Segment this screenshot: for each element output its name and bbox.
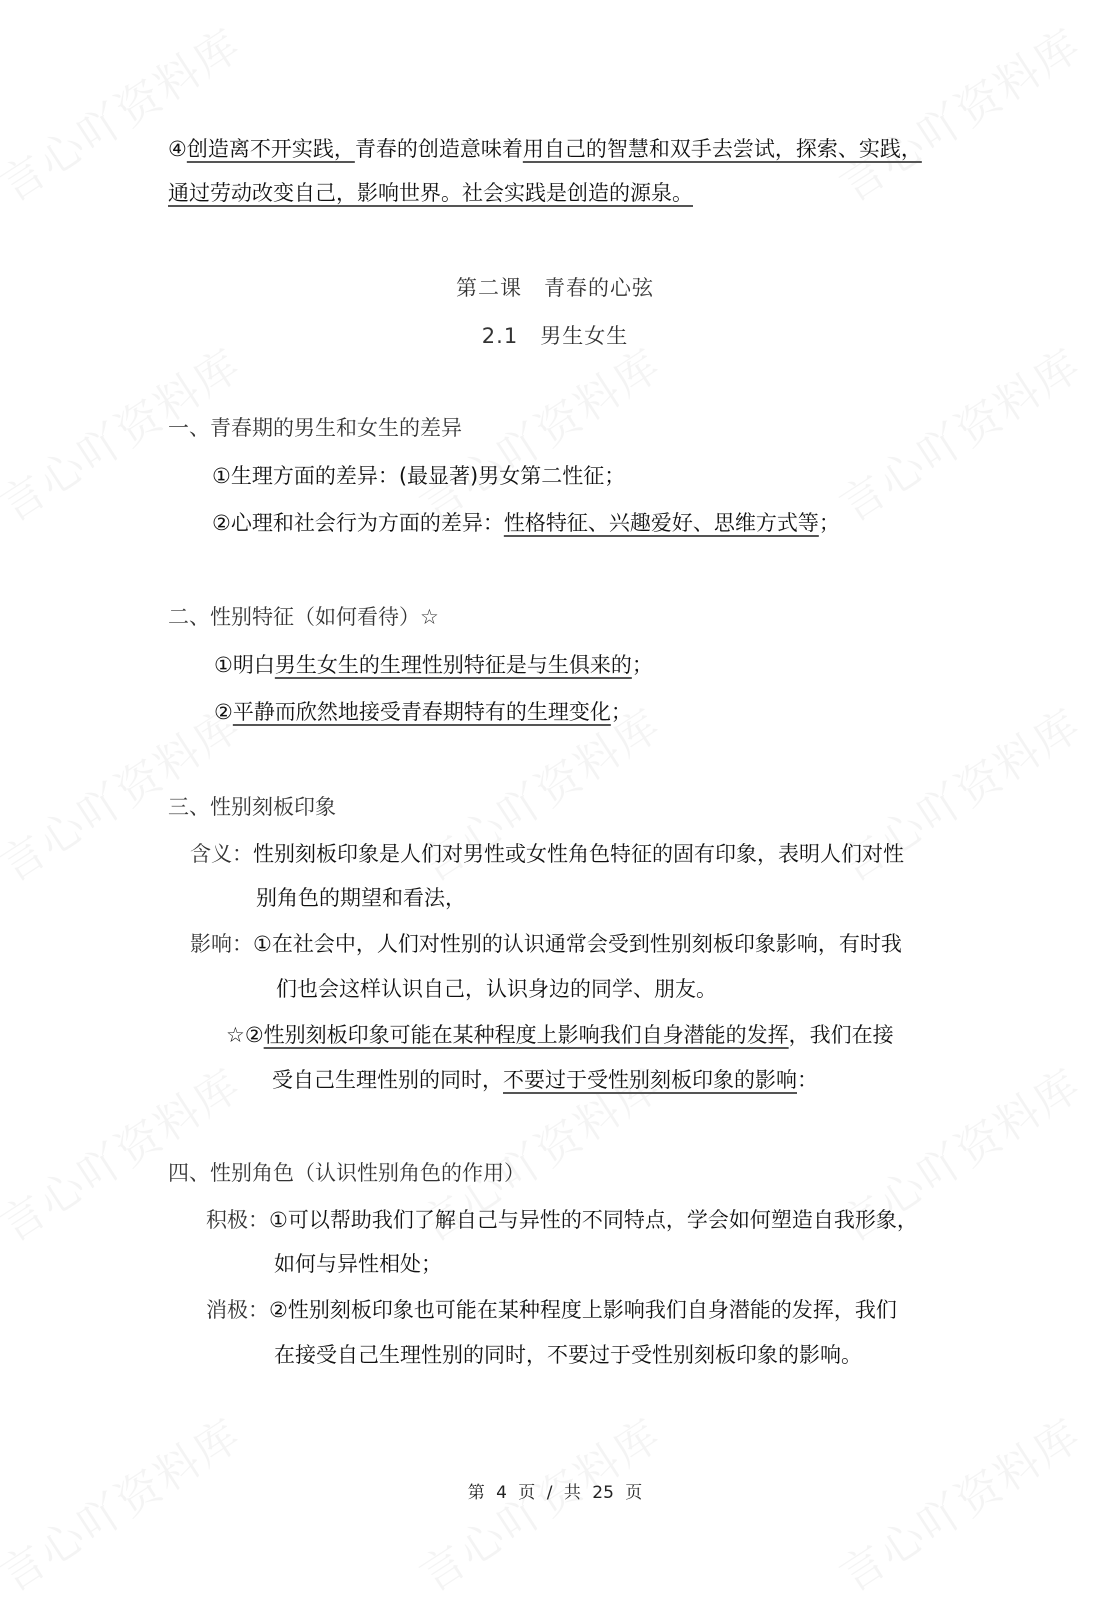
section-1-item-2	[212, 508, 840, 538]
positive-label: 积极：	[206, 1208, 269, 1232]
section-2-heading: 二、性别特征（如何看待）☆	[168, 605, 439, 629]
positive-line-2: 如何与异性相处；	[274, 1252, 442, 1276]
section-3-heading: 三、性别刻板印象	[168, 795, 336, 819]
plain-text: ①在社会中，人们对性别的认识通常会受到性别刻板印象影响，有时我	[253, 932, 902, 956]
underlined-text: 性格特征、兴趣爱好、思维方式等	[503, 511, 819, 535]
underlined-text: 创造离不开实践，	[186, 137, 355, 161]
effect-line-1	[190, 929, 902, 959]
plain-text: 青春的创造意味着	[354, 137, 523, 161]
plain-text: ①可以帮助我们了解自己与异性的不同特点，学会如何塑造自我形象，	[269, 1208, 918, 1232]
lesson-subtitle: 2.1 男生女生	[481, 324, 629, 348]
plain-text: ：	[797, 1068, 818, 1092]
underlined-text: 通过劳动改变自己，影响世界。社会实践是创造的源泉。	[168, 181, 693, 205]
negative-line-2: 在接受自己生理性别的同时，不要过于受性别刻板印象的影响。	[274, 1343, 862, 1367]
plain-text: 受自己生理性别的同时，	[272, 1068, 503, 1092]
positive-line-1	[206, 1205, 918, 1235]
underlined-text: 男生女生的生理性别特征是与生俱来的	[274, 653, 632, 677]
plain-text: ①明白	[214, 653, 275, 677]
intro-line-1	[168, 134, 922, 164]
effect-line-2: 们也会这样认识自己，认识身边的同学、朋友。	[276, 977, 717, 1001]
section-2-item-2	[214, 697, 632, 727]
section-1-heading: 一、青春期的男生和女生的差异	[168, 416, 462, 440]
page-number: 第 4 页 / 共 25 页	[467, 1483, 643, 1503]
underlined-text: 平静而欣然地接受青春期特有的生理变化	[232, 700, 611, 724]
plain-text: ；	[818, 511, 840, 535]
intro-line-2	[168, 178, 693, 208]
plain-text: ②	[214, 700, 233, 724]
meaning-line-1	[190, 839, 904, 869]
star-icon: ☆②	[226, 1023, 264, 1047]
plain-text: ②心理和社会行为方面的差异：	[212, 511, 504, 535]
negative-line-1	[206, 1295, 897, 1325]
lesson-title: 第二课 青春的心弦	[456, 276, 654, 300]
plain-text: ②性别刻板印象也可能在某种程度上影响我们自身潜能的发挥，我们	[269, 1298, 897, 1322]
underlined-text: 用自己的智慧和双手去尝试，探索、实践，	[522, 137, 922, 161]
effect-label: 影响：	[190, 932, 253, 956]
plain-text: ；	[631, 653, 653, 677]
negative-label: 消极：	[206, 1298, 269, 1322]
effect-2-line-2	[272, 1065, 818, 1095]
underlined-text: 不要过于受性别刻板印象的影响	[503, 1068, 797, 1092]
underlined-text: 性别刻板印象可能在某种程度上影响我们自身潜能的发挥	[263, 1023, 789, 1047]
plain-text: ；	[610, 700, 632, 724]
plain-text: ，我们在接	[788, 1023, 894, 1047]
effect-2-line-1	[226, 1020, 894, 1050]
section-4-heading: 四、性别角色（认识性别角色的作用）	[168, 1161, 525, 1185]
section-2-item-1	[214, 650, 653, 680]
plain-text: 性别刻板印象是人们对男性或女性角色特征的固有印象，表明人们对性	[253, 842, 904, 866]
meaning-line-2: 别角色的期望和看法，	[256, 886, 466, 910]
section-1-item-1: ①生理方面的差异：(最显著)男女第二性征；	[212, 464, 626, 488]
item-number: ④	[168, 137, 187, 161]
meaning-label: 含义：	[190, 842, 253, 866]
